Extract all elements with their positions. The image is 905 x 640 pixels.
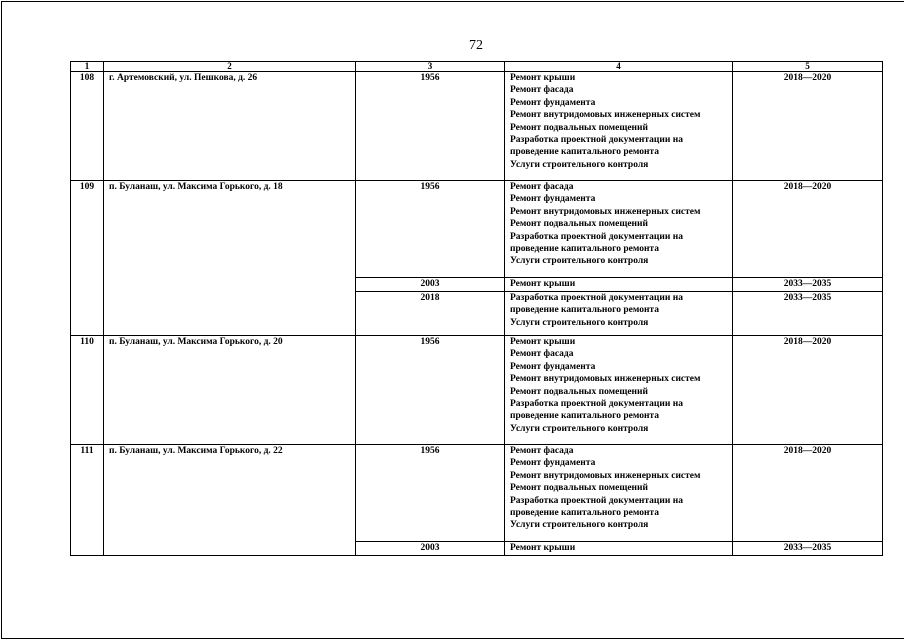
capital-repair-table	[70, 61, 883, 556]
work-item: Ремонт крыши	[510, 337, 576, 347]
column-header: 2	[104, 62, 356, 72]
work-item: Ремонт внутридомовых инженерных систем	[510, 206, 701, 217]
address-cell: п. Буланаш, ул. Максима Горького, д. 22	[104, 445, 356, 556]
work-item: Услуги строительного контроля	[510, 317, 649, 328]
work-item: проведение капитального ремонта	[510, 411, 659, 422]
work-item: Услуги строительного контроля	[510, 256, 649, 267]
year-cell: 1956	[356, 181, 505, 278]
table-row	[71, 445, 883, 542]
work-item: Услуги строительного контроля	[510, 423, 649, 434]
work-item: Ремонт крыши	[510, 543, 576, 553]
work-item: Услуги строительного контроля	[510, 520, 649, 531]
row-number: 110	[71, 336, 104, 445]
work-item: Разработка проектной документации на	[510, 231, 683, 242]
work-item: проведение капитального ремонта	[510, 508, 659, 519]
work-item: Услуги строительного контроля	[510, 159, 649, 170]
work-item: Ремонт фасада	[510, 349, 574, 360]
works-cell	[505, 181, 733, 278]
work-item: Ремонт фасада	[510, 85, 574, 96]
column-header: 3	[356, 62, 505, 72]
work-item: Ремонт подвальных помещений	[510, 122, 648, 133]
table-body	[71, 72, 883, 556]
period-cell: 2033—2035	[733, 542, 883, 556]
address-cell: г. Артемовский, ул. Пешкова, д. 26	[104, 72, 356, 181]
work-item: Разработка проектной документации на	[510, 495, 683, 506]
work-item: Разработка проектной документации на	[510, 135, 683, 146]
works-cell	[505, 292, 733, 336]
work-item: Ремонт внутридомовых инженерных систем	[510, 470, 701, 481]
period-cell: 2018—2020	[733, 181, 883, 278]
period-cell: 2018—2020	[733, 445, 883, 542]
work-item: Ремонт фундамента	[510, 458, 596, 469]
year-cell: 2018	[356, 292, 505, 336]
row-number: 108	[71, 72, 104, 181]
row-number: 109	[71, 181, 104, 336]
page-number: 72	[469, 38, 483, 53]
period-cell: 2033—2035	[733, 278, 883, 292]
works-cell	[505, 278, 733, 292]
work-item: Ремонт крыши	[510, 73, 576, 83]
work-item: Ремонт фундамента	[510, 194, 596, 205]
year-cell: 1956	[356, 445, 505, 542]
year-cell: 1956	[356, 336, 505, 445]
work-item: проведение капитального ремонта	[510, 147, 659, 158]
work-item: Ремонт фасада	[510, 446, 574, 456]
year-cell: 2003	[356, 542, 505, 556]
period-cell: 2018—2020	[733, 72, 883, 181]
works-cell	[505, 336, 733, 445]
row-number: 111	[71, 445, 104, 556]
work-item: Ремонт фундамента	[510, 361, 596, 372]
table-row	[71, 336, 883, 445]
work-item: Разработка проектной документации на	[510, 293, 683, 303]
work-item: Ремонт фундамента	[510, 97, 596, 108]
column-header: 1	[71, 62, 104, 72]
works-cell	[505, 445, 733, 542]
year-cell: 1956	[356, 72, 505, 181]
column-header: 5	[733, 62, 883, 72]
work-item: Ремонт подвальных помещений	[510, 483, 648, 494]
work-item: Ремонт крыши	[510, 279, 576, 289]
address-cell: п. Буланаш, ул. Максима Горького, д. 18	[104, 181, 356, 336]
period-cell: 2018—2020	[733, 336, 883, 445]
period-cell: 2033—2035	[733, 292, 883, 336]
work-item: Ремонт внутридомовых инженерных систем	[510, 374, 701, 385]
header-row	[71, 62, 883, 72]
work-item: проведение капитального ремонта	[510, 244, 659, 255]
work-item: Ремонт подвальных помещений	[510, 219, 648, 230]
table-row	[71, 181, 883, 278]
work-item: Ремонт подвальных помещений	[510, 386, 648, 397]
table-row	[71, 72, 883, 181]
works-cell	[505, 542, 733, 556]
work-item: Ремонт внутридомовых инженерных систем	[510, 110, 701, 121]
work-item: Разработка проектной документации на	[510, 399, 683, 410]
works-cell	[505, 72, 733, 181]
column-header: 4	[505, 62, 733, 72]
work-item: проведение капитального ремонта	[510, 305, 659, 316]
year-cell: 2003	[356, 278, 505, 292]
work-item: Ремонт фасада	[510, 182, 574, 192]
address-cell: п. Буланаш, ул. Максима Горького, д. 20	[104, 336, 356, 445]
